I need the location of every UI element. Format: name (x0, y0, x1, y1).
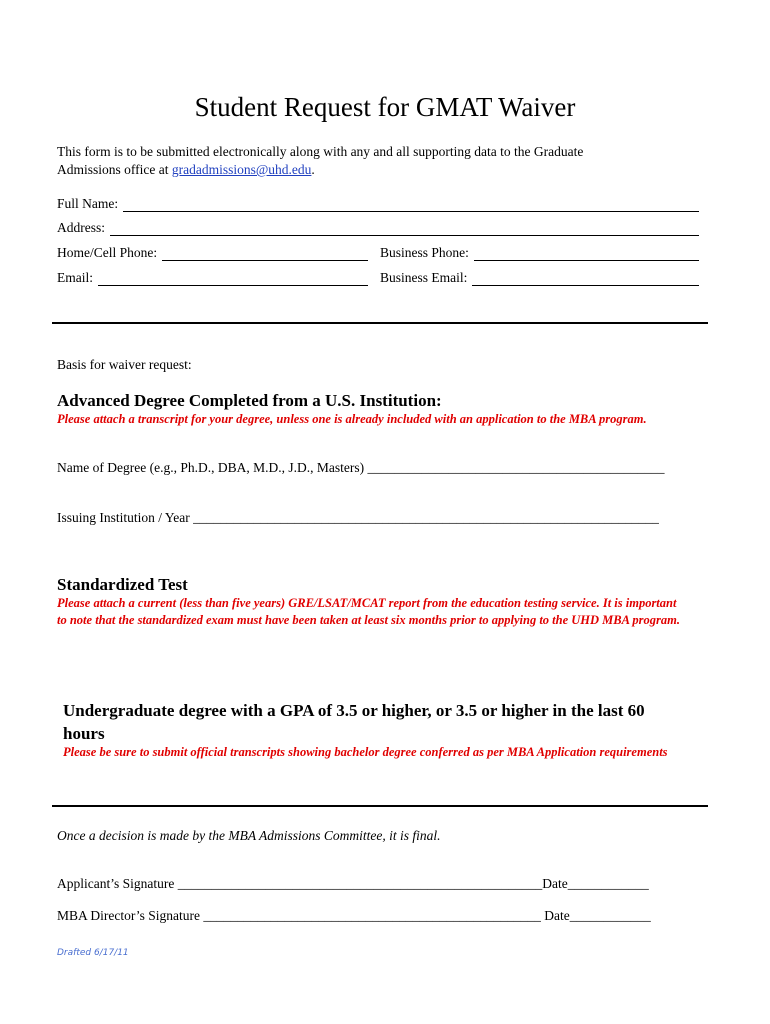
intro-line-2 (57, 161, 717, 179)
address-input[interactable] (110, 223, 699, 236)
applicant-signature-line[interactable]: Applicant’s Signature ______________________________________________________Date____________ (57, 876, 649, 891)
address-field (57, 220, 699, 236)
home-phone-input[interactable] (162, 248, 368, 261)
business-phone-field (380, 245, 699, 261)
full-name-input[interactable] (123, 199, 699, 212)
business-email-field (380, 270, 699, 286)
intro-paragraph (57, 143, 717, 179)
intro-line-1: This form is to be submitted electronically along with any and all supporting data to the Graduate (57, 144, 584, 159)
business-email-input[interactable] (472, 273, 699, 286)
home-phone-label: Home/Cell Phone: (57, 245, 158, 260)
drafted-date: Drafted 6/17/11 (57, 948, 129, 958)
section-undergraduate-note: Please be sure to submit official transcripts showing bachelor degree conferred as per MBA Application requirements (63, 745, 668, 759)
intro-prefix: Admissions office at (57, 162, 172, 177)
email-link[interactable]: gradadmissions@uhd.edu (171, 162, 312, 177)
issuing-institution-line[interactable]: Issuing Institution / Year _____________________________________________________________________ (57, 510, 659, 525)
section-divider-bottom (52, 805, 708, 807)
business-phone-label: Business Phone: (380, 245, 469, 260)
address-label: Address: (57, 220, 105, 235)
section-undergraduate-heading: Undergraduate degree with a GPA of 3.5 or higher, or 3.5 or higher in the last 60 hours (63, 701, 645, 743)
business-email-label: Business Email: (380, 270, 468, 285)
full-name-field (57, 196, 699, 212)
section-standardized-test-note: Please attach a current (less than five years) GRE/LSAT/MCAT report from the education testing service. It is important to note that the standardized exam must have been taken at least six months prior to applying to the UHD MBA program. (57, 596, 680, 627)
decision-note: Once a decision is made by the MBA Admissions Committee, it is final. (57, 828, 441, 843)
section-advanced-degree-heading: Advanced Degree Completed from a U.S. Institution: (57, 391, 442, 410)
degree-name-line[interactable]: Name of Degree (e.g., Ph.D., DBA, M.D., J.D., Masters) ____________________________________________ (57, 460, 665, 475)
email-input[interactable] (98, 273, 368, 286)
section-advanced-degree-note: Please attach a transcript for your degree, unless one is already included with an application to the MBA program. (57, 412, 647, 426)
basis-label: Basis for waiver request: (57, 357, 192, 372)
page-title: Student Request for GMAT Waiver (194, 92, 576, 122)
section-divider-top (52, 322, 708, 324)
business-phone-input[interactable] (474, 248, 699, 261)
section-standardized-test-heading: Standardized Test (57, 575, 188, 594)
director-signature-line[interactable]: MBA Director’s Signature __________________________________________________ Date____________ (57, 908, 651, 923)
home-phone-field (57, 245, 368, 261)
email-field (57, 270, 368, 286)
intro-suffix: . (311, 162, 315, 177)
email-label: Email: (57, 270, 93, 285)
full-name-label: Full Name: (57, 196, 119, 211)
